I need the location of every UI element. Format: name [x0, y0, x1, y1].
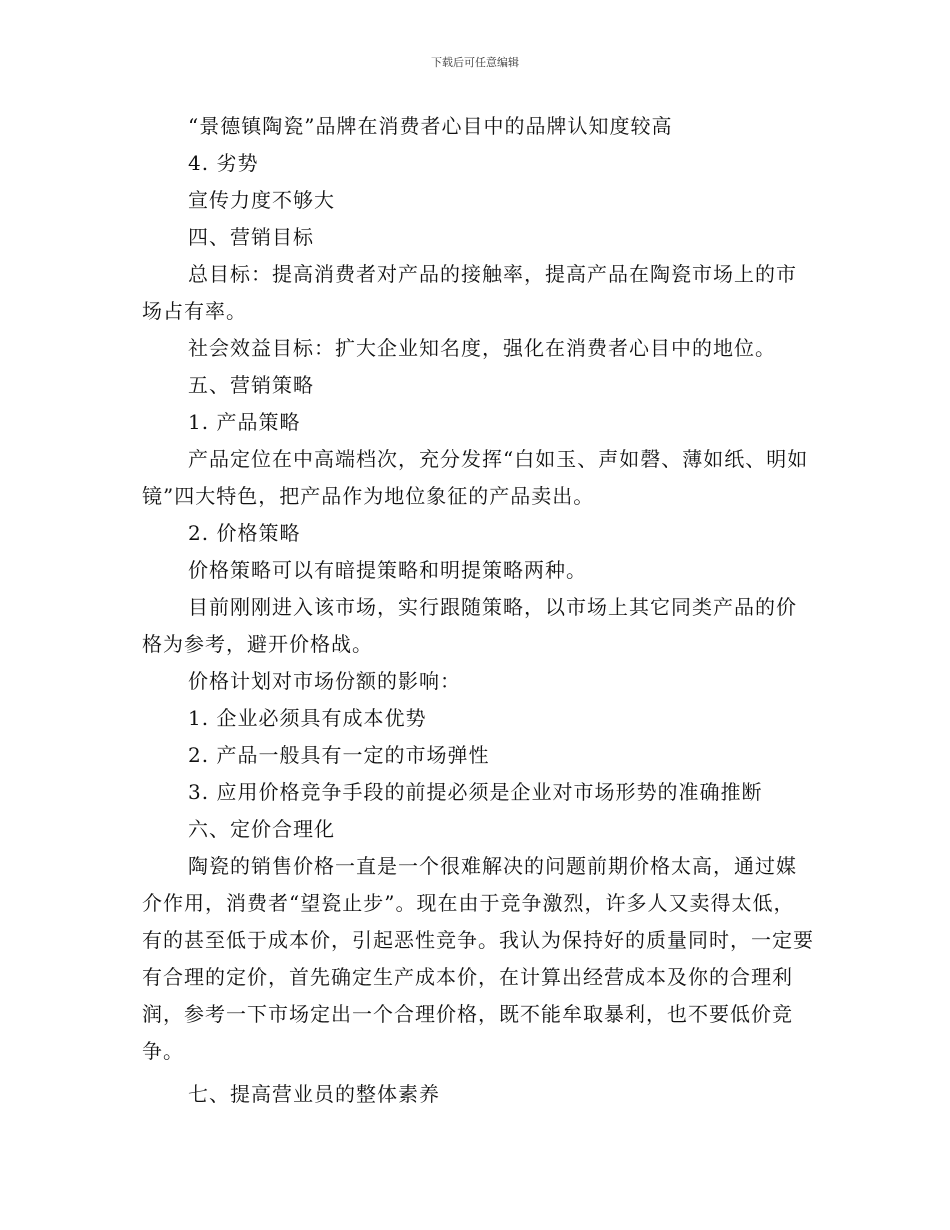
- page-header: 下载后可任意编辑: [431, 56, 519, 69]
- paragraph-follow-strategy: 目前刚刚进入该市场，实行跟随策略，以市场上其它同类产品的价格为参考，避开价格战。: [142, 595, 797, 656]
- heading-price-strategy: 2. 价格策略: [188, 521, 301, 545]
- paragraph-brand-awareness: “景德镇陶瓷”品牌在消费者心目中的品牌认知度较高: [188, 114, 673, 138]
- list-item-price-competition: 3. 应用价格竞争手段的前提必须是企业对市场形势的准确推断: [188, 780, 763, 804]
- paragraph-product-positioning: 产品定位在中高端档次，充分发挥“白如玉、声如磬、薄如纸、明如镜”四大特色，把产品作为地位象征的产品卖出。: [142, 447, 809, 508]
- section-heading-marketing-strategy: 五、营销策略: [188, 373, 314, 397]
- list-item-market-elasticity: 2. 产品一般具有一定的市场弹性: [188, 743, 490, 767]
- paragraph-price-plan-impact: 价格计划对市场份额的影响：: [188, 669, 461, 693]
- paragraph-pricing-discussion: 陶瓷的销售价格一直是一个很难解决的问题前期价格太高，通过媒介作用，消费者“望瓷止步”。现在由于竞争激烈，许多人又卖得太低，有的甚至低于成本价，引起恶性竞争。我认为保持好的质量同时，一定要有合理的定价，首先确定生产成本价，在计算出经营成本及你的合理利润，参考一下市场定出一个合理价格，既不能牟取暴利，也不要低价竞争。: [142, 854, 814, 1063]
- section-heading-staff-quality: 七、提高营业员的整体素养: [188, 1082, 440, 1106]
- document-body: [142, 108, 814, 1113]
- paragraph-price-strategy-types: 价格策略可以有暗提策略和明提策略两种。: [188, 558, 587, 582]
- list-item-cost-advantage: 1. 企业必须具有成本优势: [188, 706, 427, 730]
- heading-product-strategy: 1. 产品策略: [188, 410, 301, 434]
- paragraph-overall-goal: 总目标：提高消费者对产品的接触率，提高产品在陶瓷市场上的市场占有率。: [142, 262, 797, 323]
- heading-weakness: 4. 劣势: [188, 151, 259, 175]
- paragraph-weakness: 宣传力度不够大: [188, 188, 335, 212]
- section-heading-marketing-goals: 四、营销目标: [188, 225, 314, 249]
- paragraph-social-goal: 社会效益目标：扩大企业知名度，强化在消费者心目中的地位。: [188, 336, 776, 360]
- section-heading-reasonable-pricing: 六、定价合理化: [188, 817, 335, 841]
